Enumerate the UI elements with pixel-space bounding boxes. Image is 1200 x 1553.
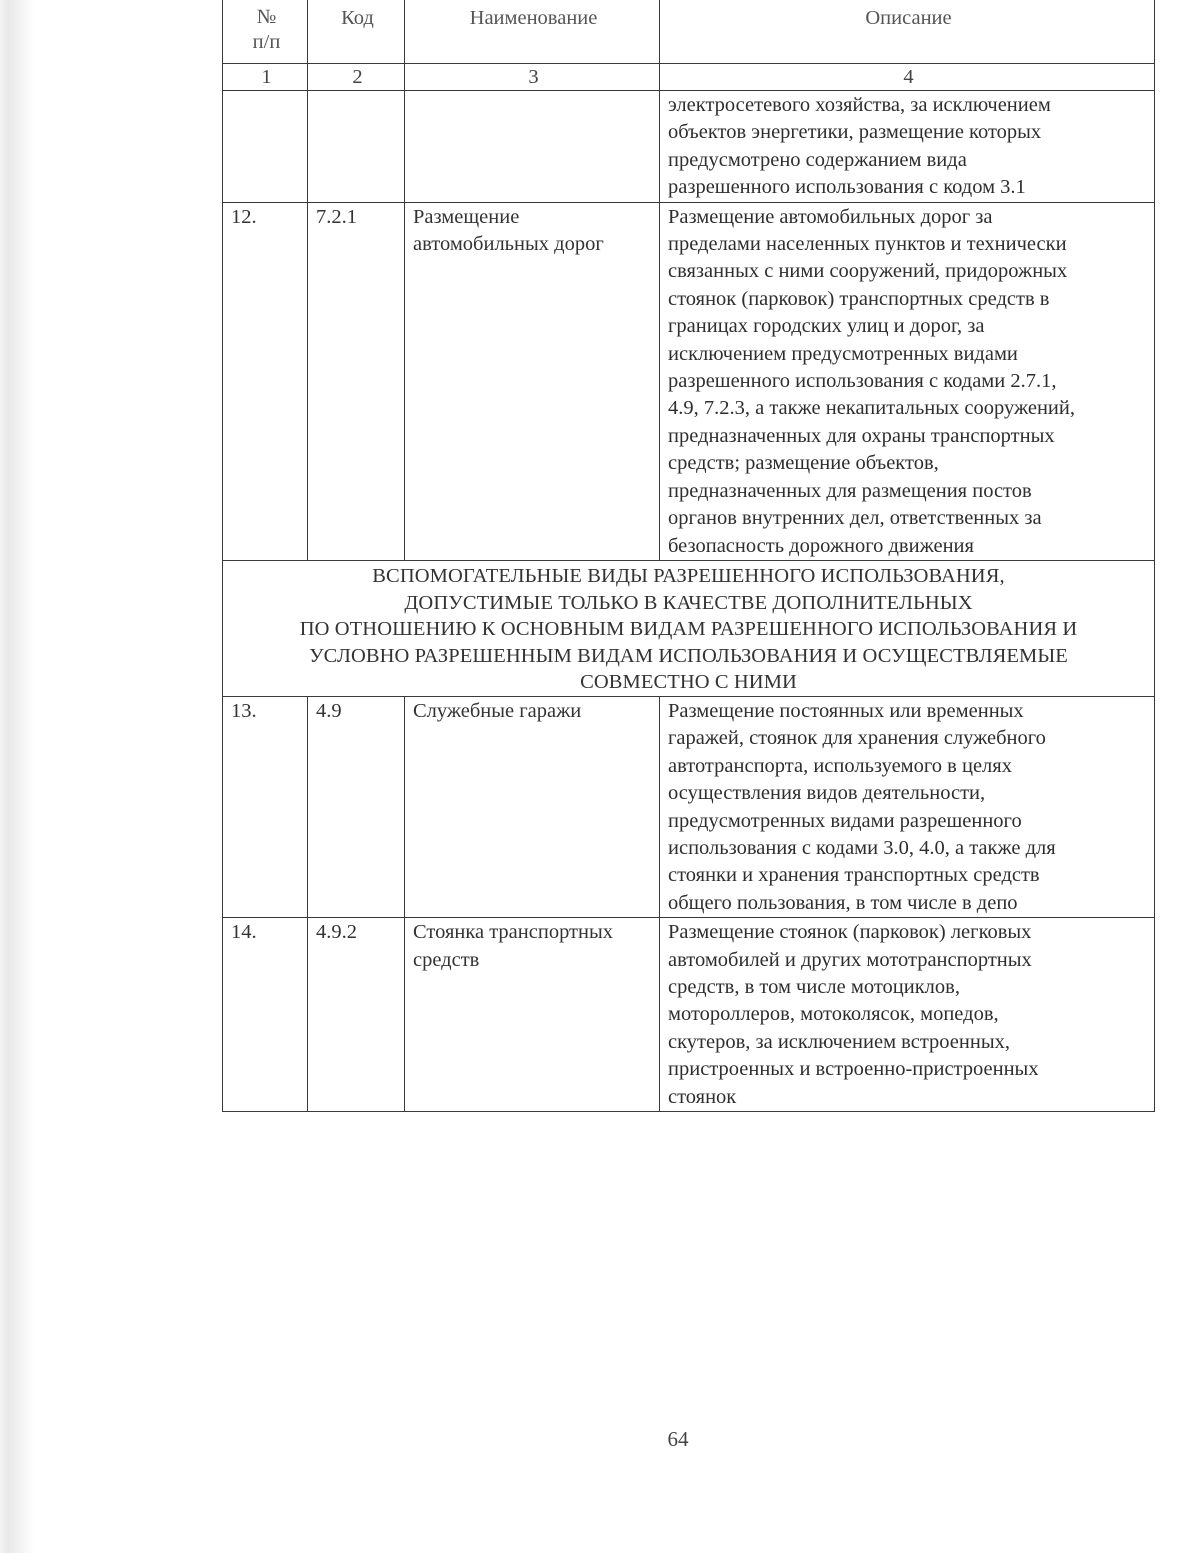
desc-line: автотранспорта, используемого в целях [668,754,1012,777]
column-number: 4 [660,64,1155,91]
desc-line: предназначенных для охраны транспортных [668,424,1055,447]
header-num [223,0,308,64]
cell-name [405,918,660,1112]
name-line: автомобильных дорог [413,233,604,256]
cell-num: 12. [223,202,308,560]
desc-line: стоянки и хранения транспортных средств [668,864,1040,887]
header-name: Наименование [405,0,660,64]
table-row [223,696,1155,917]
desc-line: связанных с ними сооружений, придорожных [668,260,1068,283]
desc-line: безопасность дорожного движения [668,534,974,557]
desc-line: объектов энергетики, размещение которых [668,121,1042,144]
cell-desc [660,918,1155,1112]
desc-line: средств; размещение объектов, [668,452,939,475]
cell-num: 14. [223,918,308,1112]
section-heading-line: ПО ОТНОШЕНИЮ К ОСНОВНЫМ ВИДАМ РАЗРЕШЕННОГО ИСПОЛЬЗОВАНИЯ И [299,618,1078,641]
section-heading-row [223,560,1155,696]
desc-line: разрешенного использования с кодами 2.7.1, [668,370,1057,393]
name-line: средств [413,948,480,971]
land-use-table [222,0,1155,1112]
section-heading-line: СОВМЕСТНО С НИМИ [580,671,797,694]
desc-line: автомобилей и других мототранспортных [668,948,1032,971]
table-header-row [223,0,1155,64]
section-heading-line: ДОПУСТИМЫЕ ТОЛЬКО В КАЧЕСТВЕ ДОПОЛНИТЕЛЬНЫХ [404,591,973,614]
header-num-line: п/п [252,31,281,53]
desc-line: стоянок (парковок) транспортных средств в [668,287,1050,310]
cell-name [405,696,660,917]
section-heading-line: ВСПОМОГАТЕЛЬНЫЕ ВИДЫ РАЗРЕШЕННОГО ИСПОЛЬЗОВАНИЯ, [372,564,1005,587]
desc-line: разрешенного использования с кодом 3.1 [668,176,1026,199]
column-number: 1 [223,64,308,91]
desc-line: мотороллеров, мотоколясок, мопедов, [668,1003,999,1026]
desc-line: осуществления видов деятельности, [668,782,986,805]
cell-num: 13. [223,696,308,917]
scan-edge-shadow [0,0,34,1553]
page-number: 64 [667,1427,689,1451]
cell-code: 4.9.2 [308,918,405,1112]
desc-line: скутеров, за исключением встроенных, [668,1030,1010,1053]
column-numbers-row [223,64,1155,91]
desc-line: границах городских улиц и дорог, за [668,315,985,338]
cell-code: 4.9 [308,696,405,917]
column-number: 3 [405,64,660,91]
desc-line: средств, в том числе мотоциклов, [668,975,960,998]
column-number: 2 [308,64,405,91]
desc-line: гаражей, стоянок для хранения служебного [668,727,1046,750]
name-line: Размещение [413,205,520,228]
desc-line: предусмотренных видами разрешенного [668,809,1022,832]
desc-line: предназначенных для размещения постов [668,479,1032,502]
name-line: Служебные гаражи [413,699,582,722]
cell-num [223,91,308,203]
header-num-line: № [256,6,277,28]
desc-line: пределами населенных пунктов и технически [668,233,1067,256]
cell-name [405,91,660,203]
name-line: Стоянка транспортных [413,921,614,944]
desc-line: электросетевого хозяйства, за исключением [668,94,1051,116]
table-row [223,918,1155,1112]
cell-desc [660,202,1155,560]
cell-code [308,91,405,203]
desc-line: пристроенных и встроенно-пристроенных [668,1058,1039,1081]
desc-line: общего пользования, в том числе в депо [668,891,1018,914]
desc-line: стоянок [668,1085,737,1108]
cell-desc [660,91,1155,203]
desc-line: органов внутренних дел, ответственных за [668,507,1042,530]
desc-line: Размещение стоянок (парковок) легковых [668,921,1032,944]
cell-desc [660,696,1155,917]
desc-line: Размещение постоянных или временных [668,699,1024,722]
desc-line: 4.9, 7.2.3, а также некапитальных сооружений, [668,397,1075,420]
header-desc: Описание [660,0,1155,64]
desc-line: Размещение автомобильных дорог за [668,205,993,228]
desc-line: исключением предусмотренных видами [668,342,1018,365]
header-code: Код [308,0,405,64]
desc-line: использования с кодами 3.0, 4.0, а также для [668,836,1056,859]
table-row [223,202,1155,560]
cell-name [405,202,660,560]
cell-code: 7.2.1 [308,202,405,560]
section-heading-line: УСЛОВНО РАЗРЕШЕННЫМ ВИДАМ ИСПОЛЬЗОВАНИЯ И ОСУЩЕСТВЛЯЕМЫЕ [309,644,1068,667]
desc-line: предусмотрено содержанием вида [668,148,967,171]
table-row-continuation [223,91,1155,203]
section-heading [223,560,1155,696]
